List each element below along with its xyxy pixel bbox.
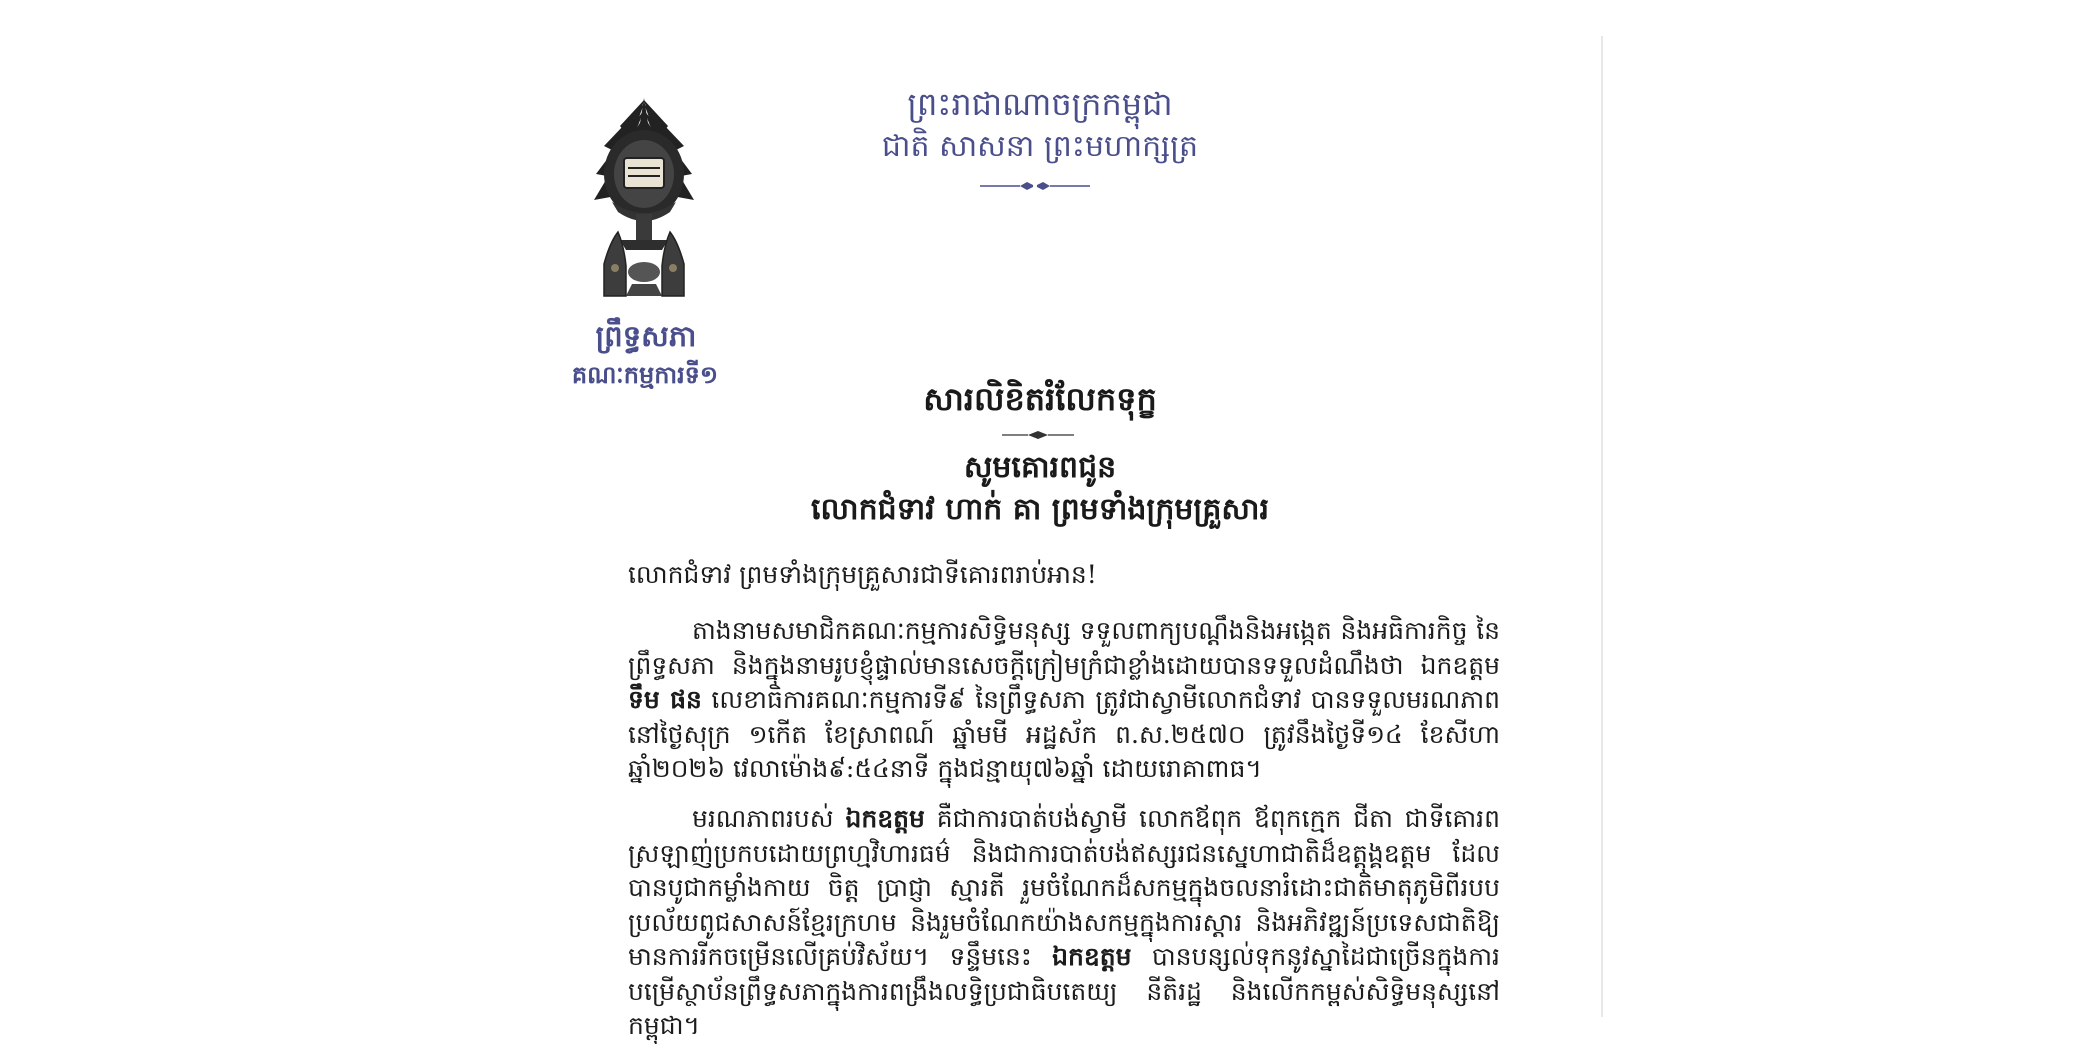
paragraph-2-text-b: គឺជាការបាត់បង់ស្វាមី លោកឪពុក ឪពុកក្មេក ជីតា ជាទីគោរពស្រឡាញ់ប្រកបដោយព្រហ្មវិហារធម៌ និងជាការបាត់បង់ឥស្សរជនស្នេហាជាតិដ៏ឧត្តុង្គឧត្តម ដែលបានបូជាកម្លាំងកាយ ចិត្ត ប្រាជ្ញា ស្មារតី រួមចំណែកដ៏សកម្មក្នុងចលនារំដោះជាតិមាតុភូមិពីរបបប្រល័យពូជសាសន៍ខ្មែរក្រហម និងរួមចំណែកយ៉ាងសកម្មក្នុងការស្តារ និងអភិវឌ្ឍន៍ប្រទេសជាតិឱ្យមានការរីកចម្រើនលើគ្រប់វិស័យ។ ទន្ទឹមនេះ [628, 804, 1500, 971]
honorific-title-2: ឯកឧត្តម [1052, 942, 1132, 971]
ornament-divider-icon [980, 180, 1090, 192]
national-motto: ជាតិ សាសនា ព្រះមហាក្សត្រ [881, 129, 1199, 164]
ornament-divider-icon [1002, 430, 1074, 440]
honorific-title-1: ឯកឧត្តម [845, 804, 925, 833]
document-title: សារលិខិតរំលែកទុក្ខ [923, 380, 1157, 418]
condolence-paragraph-2 [628, 802, 1500, 1044]
addressee-line-2: លោកជំទាវ ហាក់ គា ព្រមទាំងក្រុមគ្រួសារ [810, 492, 1270, 527]
paragraph-2-text-a: មរណភាពរបស់ [692, 804, 846, 833]
paragraph-2-text-c: បានបន្សល់ទុកនូវស្នាដៃជាច្រើនក្នុងការបម្រើស្ថាប័នព្រឹទ្ធសភាក្នុងការពង្រឹងលទ្ធិប្រជាធិបតេយ្យ នីតិរដ្ឋ និងលើកកម្ពស់សិទ្ធិមនុស្សនៅកម្ពុជា។ [628, 942, 1500, 1040]
salutation: លោកជំទាវ ព្រមទាំងក្រុមគ្រួសារជាទីគោរពរាប់អាន! [628, 560, 1097, 589]
kingdom-heading: ព្រះរាជាណាចក្រកម្ពុជា [907, 85, 1173, 123]
deceased-name: ទឹម ផន [628, 685, 702, 714]
paragraph-1-text-a: តាងនាមសមាជិកគណៈកម្មការសិទ្ធិមនុស្ស ទទួលពាក្យបណ្ដឹងនិងអង្កេត និងអធិការកិច្ច នៃព្រឹទ្ធសភា និងក្នុងនាមរូបខ្ញុំផ្ទាល់មានសេចក្ដីក្រៀមក្រំជាខ្លាំងដោយបានទទួលដំណឹងថា ឯកឧត្តម [628, 616, 1500, 680]
senate-emblem-icon [590, 96, 698, 302]
senate-name: ព្រឹទ្ធសភា [595, 319, 697, 353]
committee-name: គណៈកម្មការទី១ [571, 360, 719, 389]
paragraph-1-text-b: លេខាធិការគណៈកម្មការទី៩ នៃព្រឹទ្ធសភា ត្រូវជាស្វាមីលោកជំទាវ បានទទួលមរណភាពនៅថ្ងៃសុក្រ ១កើត ខែស្រាពណ៍ ឆ្នាំមមី អដ្ឋស័ក ព.ស.២៥៧០ ត្រូវនឹងថ្ងៃទី១៤ ខែសីហា ឆ្នាំ២០២៦ វេលាម៉ោង៩:៥៤នាទី ក្នុងជន្មាយុ៧៦ឆ្នាំ ដោយរោគាពាធ។ [628, 685, 1500, 783]
addressee-line-1: សូមគោរពជូន [963, 450, 1117, 485]
condolence-paragraph-1 [628, 614, 1500, 787]
page-edge-divider [1601, 36, 1603, 1017]
